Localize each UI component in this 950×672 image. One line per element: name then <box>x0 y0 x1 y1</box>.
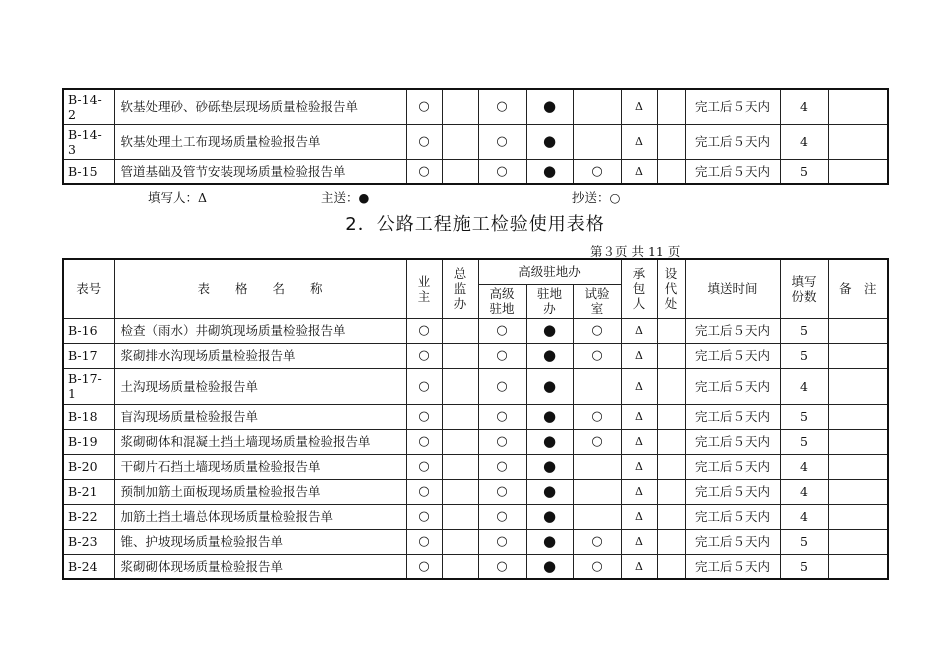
copies-count: 5 <box>780 404 828 429</box>
table-row <box>63 124 888 159</box>
distribution-mark: ● <box>526 159 573 184</box>
distribution-mark: Δ <box>621 529 657 554</box>
header-resident-office: 驻地 办 <box>526 284 573 318</box>
distribution-mark: ● <box>526 124 573 159</box>
distribution-mark: Δ <box>621 318 657 343</box>
distribution-mark <box>442 368 478 404</box>
form-code: B-21 <box>63 479 114 504</box>
form-name: 浆砌砌体和混凝土挡土墙现场质量检验报告单 <box>114 429 406 454</box>
distribution-mark <box>573 124 621 159</box>
note-cell <box>828 404 888 429</box>
distribution-mark: ○ <box>478 89 526 124</box>
table-row <box>63 89 888 124</box>
distribution-mark <box>442 89 478 124</box>
distribution-mark: ○ <box>478 454 526 479</box>
main-table-body <box>63 318 888 579</box>
distribution-mark: ● <box>526 479 573 504</box>
copies-count: 4 <box>780 89 828 124</box>
submit-time: 完工后５天内 <box>685 504 780 529</box>
note-cell <box>828 89 888 124</box>
header-copies: 填写 份数 <box>780 259 828 318</box>
distribution-mark: ○ <box>478 124 526 159</box>
distribution-mark <box>573 479 621 504</box>
top-continuation-table <box>62 88 889 185</box>
submit-time: 完工后５天内 <box>685 368 780 404</box>
distribution-mark: ○ <box>406 454 442 479</box>
distribution-mark: Δ <box>621 343 657 368</box>
distribution-mark <box>442 343 478 368</box>
note-cell <box>828 368 888 404</box>
form-name: 土沟现场质量检验报告单 <box>114 368 406 404</box>
legend-filler: 填写人：Δ <box>148 190 208 205</box>
distribution-mark <box>442 554 478 579</box>
distribution-mark: ○ <box>573 429 621 454</box>
copies-count: 4 <box>780 479 828 504</box>
distribution-mark: ○ <box>478 429 526 454</box>
copies-count: 4 <box>780 124 828 159</box>
note-cell <box>828 504 888 529</box>
header-code: 表号 <box>63 259 114 318</box>
distribution-mark: ○ <box>478 404 526 429</box>
form-name: 软基处理土工布现场质量检验报告单 <box>114 124 406 159</box>
distribution-mark <box>657 159 685 184</box>
form-name: 管道基础及管节安装现场质量检验报告单 <box>114 159 406 184</box>
distribution-mark: ● <box>526 529 573 554</box>
distribution-mark: ○ <box>406 368 442 404</box>
distribution-mark: ● <box>526 318 573 343</box>
distribution-mark <box>442 479 478 504</box>
distribution-mark <box>573 368 621 404</box>
header-design-office: 设 代 处 <box>657 259 685 318</box>
distribution-mark <box>442 318 478 343</box>
distribution-mark <box>573 454 621 479</box>
table-row <box>63 318 888 343</box>
copies-count: 5 <box>780 529 828 554</box>
note-cell <box>828 159 888 184</box>
legend-main-send: 主送：● <box>321 190 370 205</box>
copies-count: 5 <box>780 554 828 579</box>
distribution-mark: ● <box>526 454 573 479</box>
submit-time: 完工后５天内 <box>685 429 780 454</box>
form-code: B-22 <box>63 504 114 529</box>
form-code: B-16 <box>63 318 114 343</box>
copies-count: 4 <box>780 454 828 479</box>
distribution-mark: ○ <box>478 368 526 404</box>
distribution-mark <box>657 554 685 579</box>
distribution-mark: ○ <box>573 404 621 429</box>
distribution-mark <box>657 454 685 479</box>
table-row <box>63 368 888 404</box>
distribution-mark: Δ <box>621 454 657 479</box>
distribution-mark <box>442 404 478 429</box>
distribution-mark: ○ <box>406 318 442 343</box>
note-cell <box>828 343 888 368</box>
distribution-mark: ○ <box>406 504 442 529</box>
distribution-mark: ○ <box>406 159 442 184</box>
distribution-mark: ○ <box>478 343 526 368</box>
distribution-mark: ● <box>526 504 573 529</box>
distribution-mark <box>573 504 621 529</box>
distribution-mark <box>442 429 478 454</box>
distribution-mark: Δ <box>621 368 657 404</box>
table-row <box>63 554 888 579</box>
distribution-mark <box>657 343 685 368</box>
form-name: 检查（雨水）井砌筑现场质量检验报告单 <box>114 318 406 343</box>
note-cell <box>828 318 888 343</box>
form-name: 浆砌排水沟现场质量检验报告单 <box>114 343 406 368</box>
distribution-mark: ○ <box>478 159 526 184</box>
form-code: B-24 <box>63 554 114 579</box>
table-row <box>63 429 888 454</box>
inspection-forms-table <box>62 258 889 580</box>
distribution-mark <box>657 504 685 529</box>
distribution-mark: ○ <box>406 479 442 504</box>
distribution-mark: ○ <box>406 554 442 579</box>
distribution-mark: ○ <box>573 529 621 554</box>
distribution-mark: Δ <box>621 404 657 429</box>
table-row <box>63 404 888 429</box>
submit-time: 完工后５天内 <box>685 159 780 184</box>
distribution-mark: ○ <box>478 529 526 554</box>
header-name: 表 格 名 称 <box>114 259 406 318</box>
distribution-mark: ● <box>526 554 573 579</box>
distribution-mark <box>442 529 478 554</box>
distribution-mark: ○ <box>573 159 621 184</box>
table-row <box>63 454 888 479</box>
distribution-mark: ○ <box>478 318 526 343</box>
header-general-office: 总 监 办 <box>442 259 478 318</box>
copies-count: 5 <box>780 159 828 184</box>
distribution-mark <box>657 529 685 554</box>
copies-count: 5 <box>780 318 828 343</box>
header-owner: 业 主 <box>406 259 442 318</box>
form-name: 干砌片石挡土墙现场质量检验报告单 <box>114 454 406 479</box>
form-name: 盲沟现场质量检验报告单 <box>114 404 406 429</box>
note-cell <box>828 554 888 579</box>
submit-time: 完工后５天内 <box>685 404 780 429</box>
note-cell <box>828 529 888 554</box>
distribution-mark: Δ <box>621 479 657 504</box>
distribution-mark: Δ <box>621 429 657 454</box>
header-senior-site: 高级 驻地 <box>478 284 526 318</box>
distribution-mark: ● <box>526 343 573 368</box>
distribution-mark <box>657 479 685 504</box>
section-title: 2．公路工程施工检验使用表格 <box>345 214 605 235</box>
form-code: B-18 <box>63 404 114 429</box>
distribution-mark: ○ <box>406 429 442 454</box>
distribution-mark: ○ <box>573 318 621 343</box>
distribution-mark: Δ <box>621 554 657 579</box>
distribution-mark <box>657 404 685 429</box>
form-code: B-20 <box>63 454 114 479</box>
form-code: B-14- 3 <box>63 124 114 159</box>
distribution-mark <box>657 124 685 159</box>
distribution-mark <box>657 89 685 124</box>
distribution-mark <box>573 89 621 124</box>
table-row <box>63 343 888 368</box>
form-code: B-19 <box>63 429 114 454</box>
distribution-mark <box>657 368 685 404</box>
table-row <box>63 159 888 184</box>
distribution-mark: ○ <box>478 479 526 504</box>
submit-time: 完工后５天内 <box>685 454 780 479</box>
table-row <box>63 504 888 529</box>
form-name: 浆砌砌体现场质量检验报告单 <box>114 554 406 579</box>
header-lab: 试验 室 <box>573 284 621 318</box>
distribution-mark: ● <box>526 404 573 429</box>
distribution-mark: ○ <box>406 343 442 368</box>
form-name: 软基处理砂、砂砾垫层现场质量检验报告单 <box>114 89 406 124</box>
submit-time: 完工后５天内 <box>685 529 780 554</box>
note-cell <box>828 479 888 504</box>
distribution-mark: ● <box>526 368 573 404</box>
legend-copy-send: 抄送：○ <box>572 190 621 205</box>
form-code: B-17 <box>63 343 114 368</box>
distribution-mark: ○ <box>406 404 442 429</box>
distribution-mark: ○ <box>573 343 621 368</box>
header-contractor: 承 包 人 <box>621 259 657 318</box>
distribution-mark <box>657 318 685 343</box>
header-time: 填送时间 <box>685 259 780 318</box>
distribution-mark: Δ <box>621 124 657 159</box>
submit-time: 完工后５天内 <box>685 318 780 343</box>
distribution-mark: ○ <box>478 504 526 529</box>
distribution-mark: ○ <box>478 554 526 579</box>
distribution-mark: ○ <box>406 124 442 159</box>
table-row <box>63 479 888 504</box>
distribution-mark <box>442 454 478 479</box>
form-name: 预制加筋土面板现场质量检验报告单 <box>114 479 406 504</box>
top-table-body <box>63 89 888 184</box>
submit-time: 完工后５天内 <box>685 343 780 368</box>
note-cell <box>828 454 888 479</box>
distribution-mark: Δ <box>621 159 657 184</box>
distribution-mark <box>442 504 478 529</box>
copies-count: 4 <box>780 368 828 404</box>
form-code: B-17- 1 <box>63 368 114 404</box>
distribution-mark <box>657 429 685 454</box>
distribution-mark <box>442 159 478 184</box>
page-number: 第３页 共 11 页 <box>590 244 681 259</box>
copies-count: 4 <box>780 504 828 529</box>
header-note: 备 注 <box>828 259 888 318</box>
distribution-mark: ○ <box>406 89 442 124</box>
header-senior-resident: 高级驻地办 <box>478 259 621 284</box>
submit-time: 完工后５天内 <box>685 89 780 124</box>
distribution-mark: Δ <box>621 89 657 124</box>
submit-time: 完工后５天内 <box>685 124 780 159</box>
distribution-mark <box>442 124 478 159</box>
distribution-mark: ○ <box>406 529 442 554</box>
form-code: B-23 <box>63 529 114 554</box>
table-row <box>63 529 888 554</box>
form-name: 锥、护坡现场质量检验报告单 <box>114 529 406 554</box>
distribution-mark: ● <box>526 429 573 454</box>
form-code: B-14- 2 <box>63 89 114 124</box>
copies-count: 5 <box>780 429 828 454</box>
copies-count: 5 <box>780 343 828 368</box>
submit-time: 完工后５天内 <box>685 554 780 579</box>
legend <box>148 188 708 206</box>
distribution-mark: ● <box>526 89 573 124</box>
distribution-mark: Δ <box>621 504 657 529</box>
form-code: B-15 <box>63 159 114 184</box>
note-cell <box>828 124 888 159</box>
form-name: 加筋土挡土墙总体现场质量检验报告单 <box>114 504 406 529</box>
submit-time: 完工后５天内 <box>685 479 780 504</box>
distribution-mark: ○ <box>573 554 621 579</box>
note-cell <box>828 429 888 454</box>
